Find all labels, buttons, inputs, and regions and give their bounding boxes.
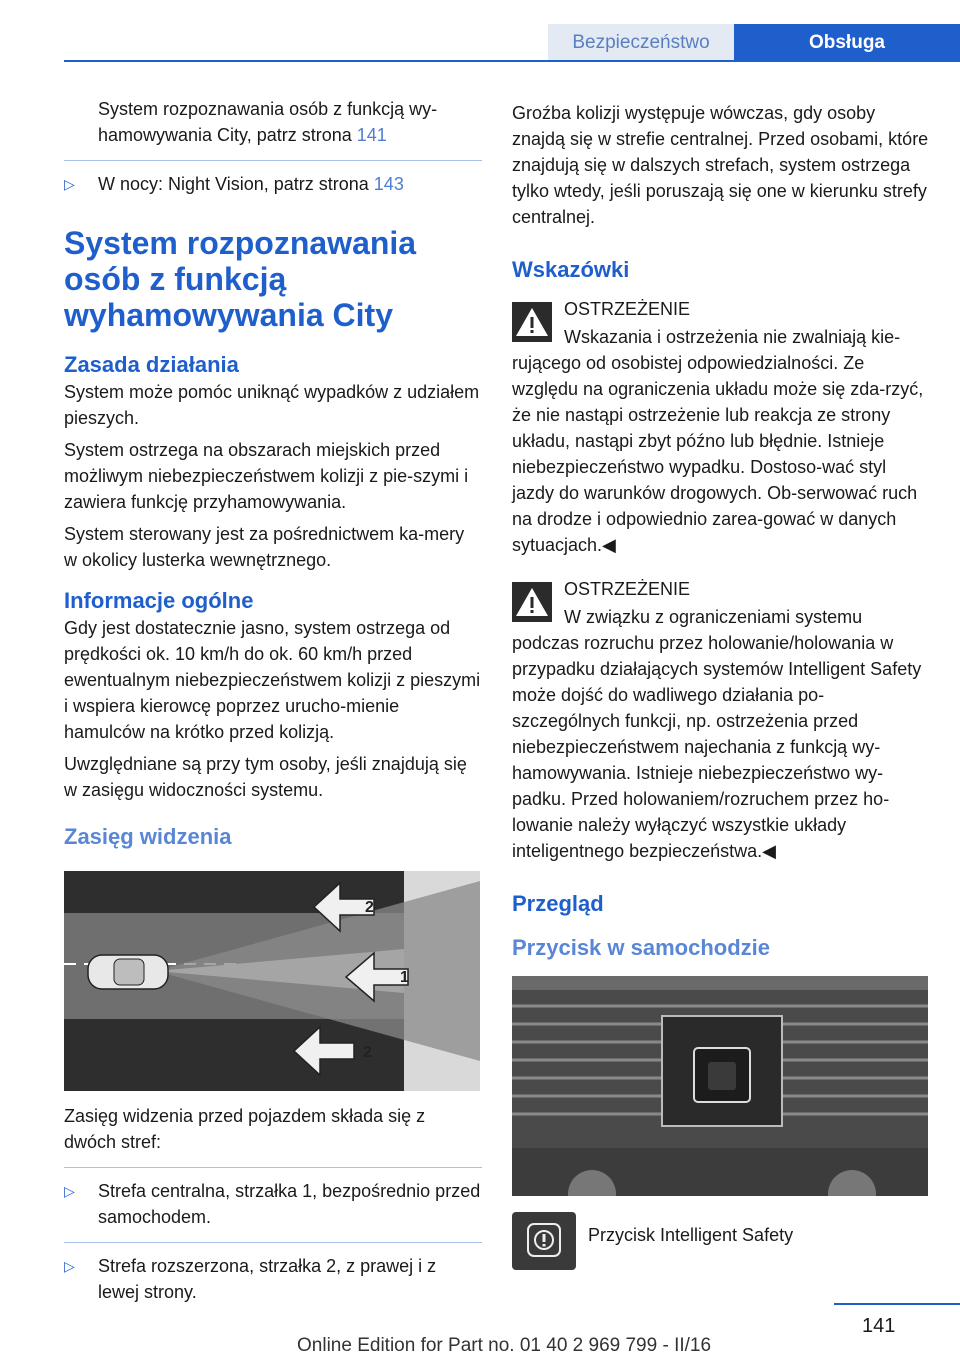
bullet-central-text: Strefa centralna, strzałka 1, bezpośrednio przed samochodem. [98, 1181, 481, 1227]
figure-label-1: 1 [400, 969, 409, 986]
bullet-triangle-icon: ▷ [64, 1258, 75, 1274]
info-p1: Gdy jest dostatecznie jasno, system ostrzega od prędkości ok. 10 km/h do ok. 60 km/h przed ewentualnym niebezpieczeństwem kolizji z pieszymi i wspiera kierowcę poprzez urucho-mienie hamulców na krótko przed kolizją. [64, 618, 481, 742]
bullet-central [64, 1178, 482, 1230]
button-legend [512, 1212, 932, 1274]
intelligent-safety-icon [512, 1212, 576, 1270]
heading-info: Informacje ogólne [64, 588, 254, 613]
tab-section[interactable]: Bezpieczeństwo [548, 24, 734, 62]
zasieg-p1: Zasięg widzenia przed pojazdem składa się z dwóch stref: [64, 1106, 426, 1152]
bullet-triangle-icon: ▷ [64, 176, 75, 192]
warning-1-text: Wskazania i ostrzeżenia nie zwalniają kie-rującego od osobistej odpowiedzialności. Ze względu na ograniczenia układu może się zda-rzyć, że nie nastąpi ostrzeżenie lub reakcja ze strony układu, nastąpi zbyt późno lub błędnie. Istnieje niebezpieczeństwo wypadku. Dostoso-wać styl jazdy do warunków drogowych. Ob-serwować ruch na drodze i odpowiednio zarea-gować w danych sytuacjach.◀ [512, 327, 924, 555]
warning-2-text: W związku z ograniczeniami systemu podczas rozruchu przez holowanie/holowania w przypadku działających systemów Intelligent Safety może dojść do wadliwego działania po-szczególnych funkcji, np. ostrzeżenia przed niebezpieczeństwem najechania z funkcją wy-hamowywania. Istnieje niebezpieczeństwo wy-padku. Przed holowaniem/rozruchem przez ho-lowanie należy wyłączyć wszystkie układy inteligentnego bezpieczeństwa.◀ [512, 607, 922, 861]
separator [64, 160, 482, 161]
right-column [512, 100, 932, 1274]
bullet-night [64, 171, 482, 197]
footer-rule [834, 1303, 960, 1305]
tab-active[interactable]: Obsługa [734, 24, 960, 62]
heading-zasieg: Zasięg widzenia [64, 824, 232, 849]
heading-przeglad: Przegląd [512, 891, 604, 916]
car-icon [88, 955, 168, 989]
info-p2: Uwzględniane są przy tym osoby, jeśli znajdują się w zasięgu widoczności systemu. [64, 754, 467, 800]
zasada-p3: System sterowany jest za pośrednictwem ka-mery w okolicy lusterka wewnętrznego. [64, 524, 465, 570]
page-number: 141 [862, 1315, 896, 1337]
figure-label-2-bottom: 2 [363, 1044, 372, 1061]
bullet-extended-text: Strefa rozszerzona, strzałka 2, z prawej i z lewej strony. [98, 1256, 437, 1302]
intro-paragraph [64, 96, 482, 148]
night-link[interactable]: 143 [373, 174, 404, 194]
left-column [64, 96, 482, 1305]
warning-block-1 [512, 296, 932, 322]
vision-range-diagram [64, 871, 480, 1091]
zasada-p2: System ostrzega na obszarach miejskich przed możliwym niebezpieczeństwem kolizji z pie-szymi i zawiera funkcję przyhamowywania. [64, 440, 469, 512]
warning-1-title: OSTRZEŻENIE [564, 299, 691, 319]
night-text: W nocy: Night Vision, patrz strona [98, 174, 374, 194]
heading-przycisk: Przycisk w samochodzie [512, 935, 770, 960]
vision-range-figure [64, 871, 480, 1091]
intro-text: System rozpoznawania osób z funkcją wy-hamowywania City, patrz strona [98, 99, 438, 145]
intro-link[interactable]: 141 [356, 125, 387, 145]
header-rule [64, 60, 960, 62]
bullet-triangle-icon: ▷ [64, 1183, 75, 1199]
heading-wskazowki: Wskazówki [512, 257, 630, 282]
zasada-p1: System może pomóc uniknąć wypadków z udziałem pieszych. [64, 382, 480, 428]
edition-note: Online Edition for Part no. 01 40 2 969 799 - II/16 [297, 1335, 712, 1356]
car-button-photo [512, 976, 928, 1196]
button-caption: Przycisk Intelligent Safety [588, 1225, 794, 1245]
section-title: System rozpoznawania osób z funkcją wyhamowywania City [64, 225, 417, 333]
figure-label-2-top: 2 [365, 899, 374, 916]
page-header [0, 0, 960, 62]
warning-triangle-icon [512, 582, 552, 622]
right-p1: Groźba kolizji występuje wówczas, gdy osoby znajdą się w strefie centralnej. Przed osobami, które znajdują się w dalszych strefach, system ostrzega tylko wtedy, jeśli poruszają się one w kierunku strefy centralnej. [512, 103, 929, 227]
warning-2-title: OSTRZEŻENIE [564, 579, 691, 599]
separator [64, 1242, 482, 1243]
heading-zasada: Zasada działania [64, 352, 239, 377]
separator [64, 1167, 482, 1168]
warning-triangle-icon [512, 302, 552, 342]
bullet-extended [64, 1253, 482, 1305]
warning-block-2 [512, 576, 932, 602]
